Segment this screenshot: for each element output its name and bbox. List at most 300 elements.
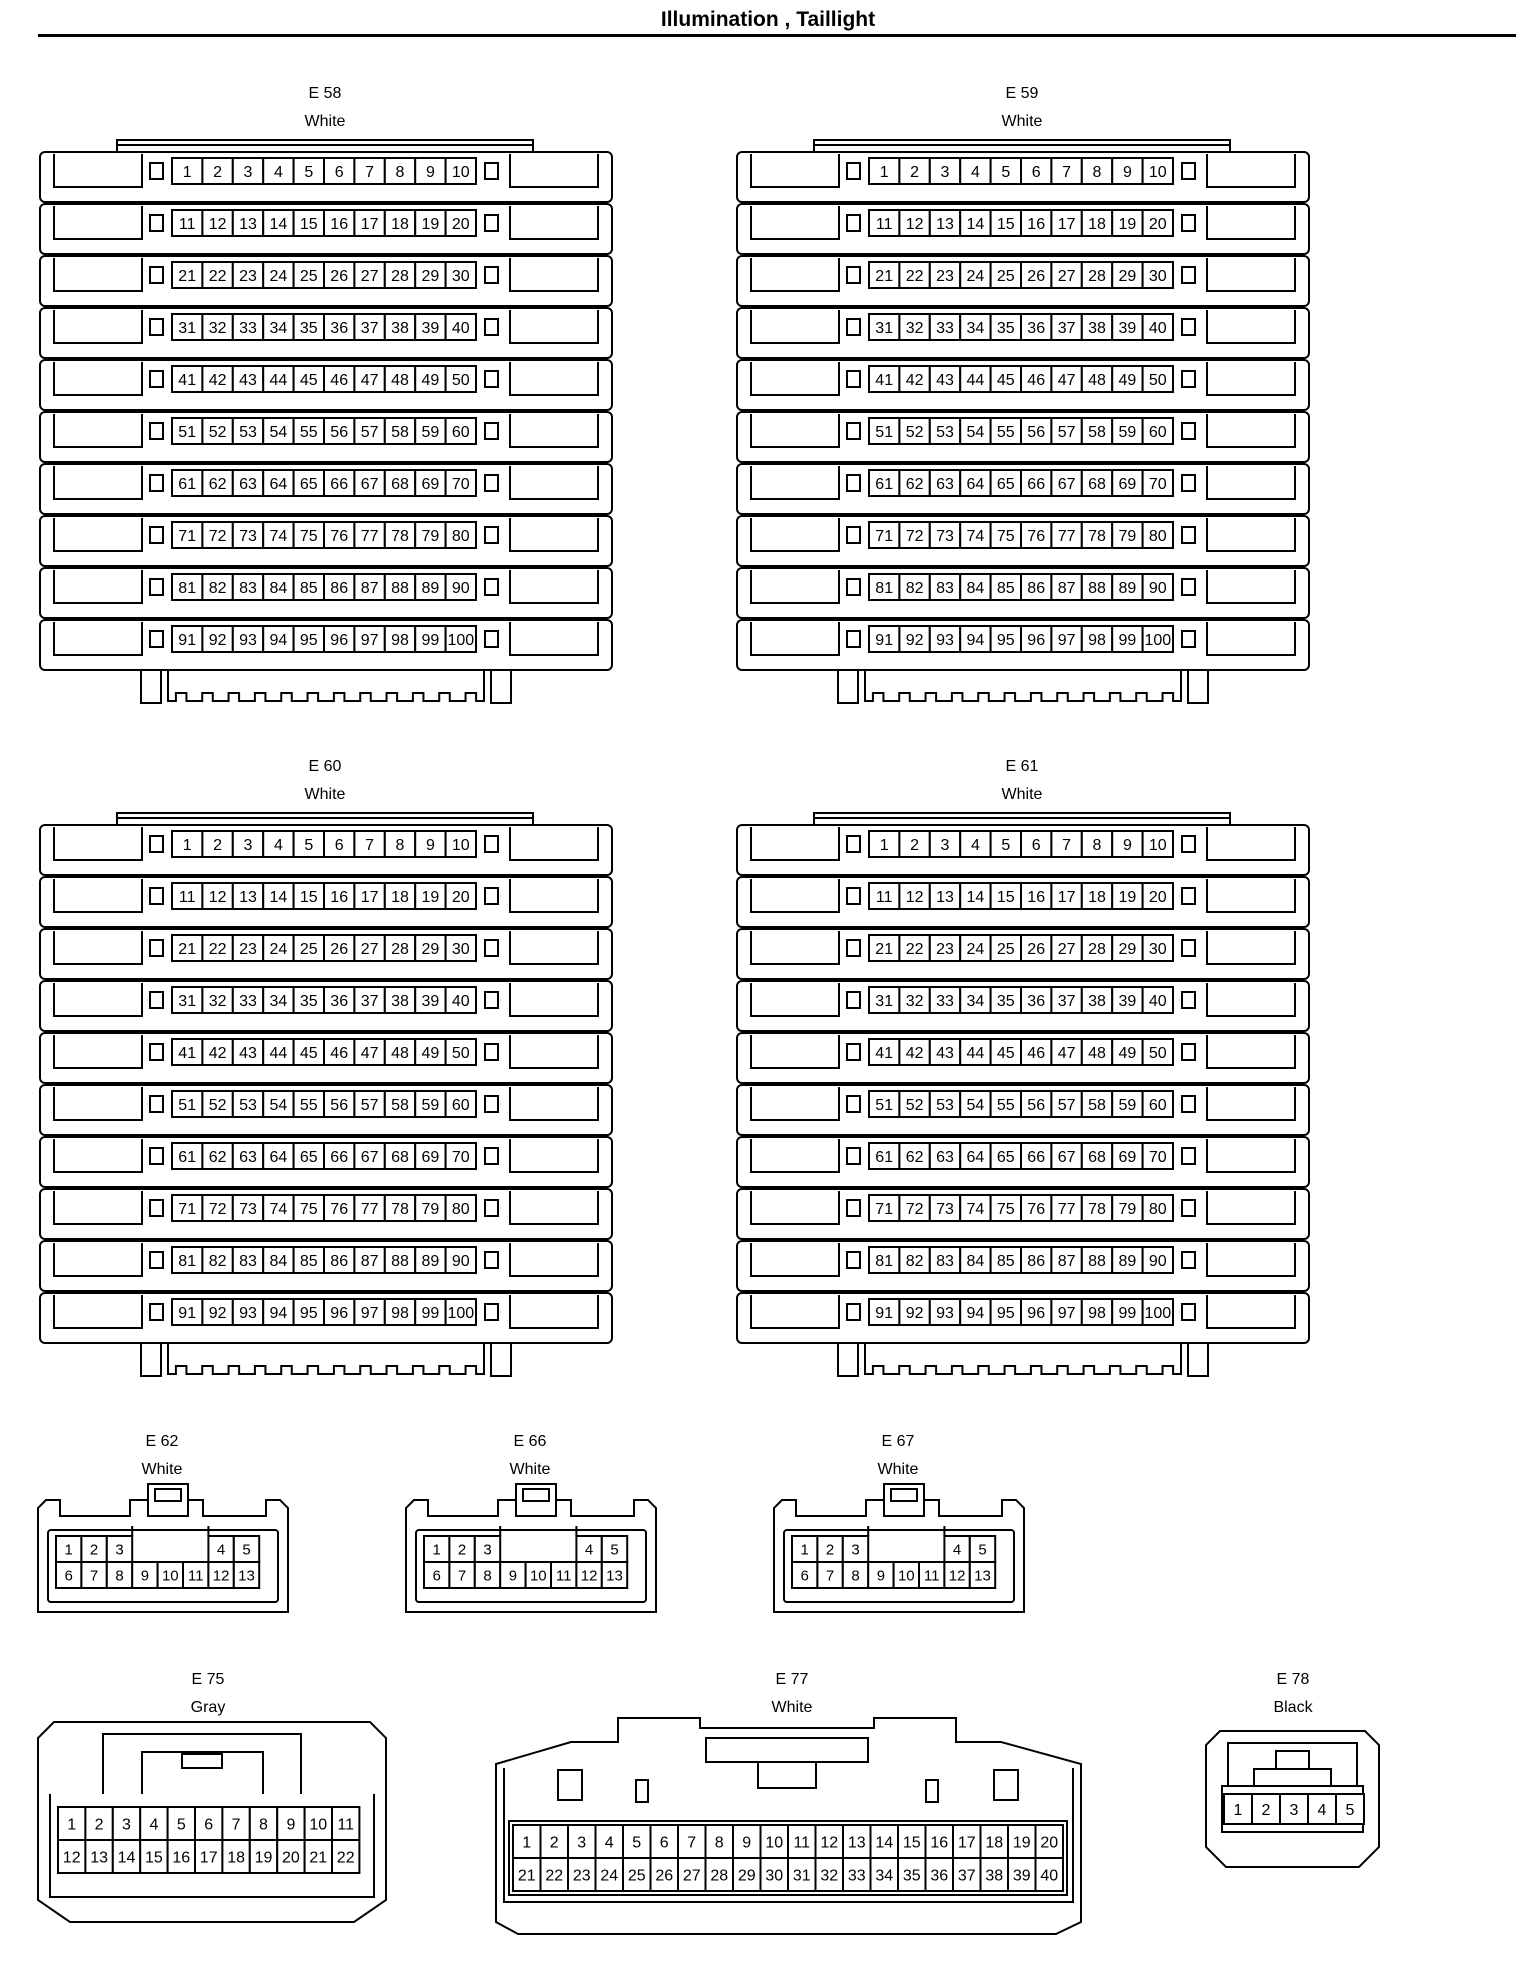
pin-number: 44	[269, 1044, 288, 1062]
row-lock-right	[485, 371, 498, 387]
connector-e59	[737, 140, 1309, 703]
pin-number: 18	[391, 215, 409, 233]
connector-color: White	[304, 786, 346, 803]
pin-number: 58	[391, 423, 409, 441]
left-foot	[838, 671, 858, 703]
pin-number: 14	[269, 215, 288, 233]
pin-number: 49	[421, 1044, 440, 1062]
row-lock-right	[1182, 475, 1195, 491]
pin-number: 61	[178, 475, 197, 493]
pin-number: 3	[577, 1834, 587, 1852]
pin-number: 68	[391, 1148, 409, 1166]
pin-number: 50	[1148, 1044, 1167, 1062]
pin-number: 12	[905, 215, 924, 233]
pin-number: 83	[239, 1252, 257, 1270]
pin-number: 91	[875, 631, 894, 649]
pin-number: 46	[330, 1044, 349, 1062]
pin-number: 24	[269, 267, 288, 285]
pin-number: 11	[555, 1567, 572, 1585]
pin-number: 76	[330, 527, 349, 545]
pin-number: 100	[447, 631, 475, 649]
bottom-comb	[865, 671, 1181, 701]
pin-number: 64	[966, 475, 985, 493]
row-left-rib	[751, 1243, 839, 1276]
pin-number: 32	[820, 1867, 839, 1885]
pin-number: 88	[391, 579, 409, 597]
row-right-rib	[510, 1191, 598, 1224]
pin-number: 4	[584, 1541, 594, 1559]
pin-number: 70	[451, 475, 470, 493]
pin-number: 100	[1144, 631, 1172, 649]
row-lock-right	[1182, 267, 1195, 283]
pin-number: 38	[1088, 992, 1106, 1010]
pin-number: 39	[1118, 319, 1137, 337]
connector-id: E 58	[308, 85, 342, 102]
pin-number: 40	[1148, 319, 1167, 337]
pin-number: 7	[457, 1567, 467, 1585]
pin-number: 33	[847, 1867, 866, 1885]
pin-number: 19	[254, 1849, 273, 1867]
pin-number: 78	[391, 527, 409, 545]
right-foot	[1188, 1344, 1208, 1376]
row-right-rib	[1207, 983, 1295, 1016]
row-right-rib	[1207, 362, 1295, 395]
pin-number: 97	[1057, 1304, 1076, 1322]
pin-number: 78	[1088, 527, 1106, 545]
pin-number: 17	[1057, 215, 1076, 233]
pin-number: 47	[1057, 1044, 1076, 1062]
connector-color: Gray	[190, 1699, 226, 1716]
center-latch	[706, 1738, 868, 1762]
pin-number: 98	[391, 1304, 409, 1322]
pin-number: 2	[549, 1834, 559, 1852]
pin-number: 27	[1057, 267, 1076, 285]
pin-number: 76	[1027, 527, 1046, 545]
row-right-rib	[510, 206, 598, 239]
pin-number: 1	[182, 836, 192, 854]
pin-number: 5	[978, 1541, 987, 1559]
pin-number: 74	[269, 527, 288, 545]
connector-id: E 78	[1276, 1671, 1310, 1688]
pin-number: 72	[905, 1200, 924, 1218]
pin-number: 40	[1040, 1867, 1059, 1885]
pin-number: 7	[687, 1834, 697, 1852]
pin-number: 13	[847, 1834, 866, 1852]
pin-number: 49	[421, 371, 440, 389]
pin-number: 9	[286, 1816, 296, 1834]
row-lock-right	[485, 423, 498, 439]
pin-number: 64	[269, 1148, 288, 1166]
row-right-rib	[510, 570, 598, 603]
pin-number: 80	[451, 1200, 470, 1218]
row-lock-left	[847, 1148, 860, 1164]
pin-number: 10	[897, 1567, 915, 1585]
row-right-rib	[1207, 414, 1295, 447]
pin-number: 13	[238, 1567, 255, 1585]
pin-number: 29	[1118, 940, 1137, 958]
pin-number: 11	[923, 1567, 940, 1585]
pin-number: 62	[905, 475, 924, 493]
connector-id: E 60	[308, 758, 342, 775]
right-foot	[491, 671, 511, 703]
pin-number: 90	[1148, 579, 1167, 597]
pin-number: 21	[517, 1867, 536, 1885]
connector-e61	[737, 813, 1309, 1376]
pin-number: 46	[1027, 371, 1046, 389]
row-right-rib	[1207, 1295, 1295, 1328]
pin-number: 89	[421, 1252, 440, 1270]
latch-lock	[758, 1762, 816, 1788]
pin-number: 57	[360, 1096, 379, 1114]
row-lock-left	[847, 579, 860, 595]
pin-number: 73	[239, 527, 257, 545]
pin-number: 8	[395, 836, 405, 854]
pin-number: 20	[1148, 888, 1167, 906]
pin-number: 84	[966, 579, 985, 597]
pin-number: 50	[1148, 371, 1167, 389]
row-left-rib	[751, 983, 839, 1016]
row-lock-right	[1182, 836, 1195, 852]
pin-number: 50	[451, 1044, 470, 1062]
pin-number: 21	[178, 940, 197, 958]
row-lock-right	[485, 1304, 498, 1320]
row-right-rib	[1207, 1191, 1295, 1224]
pin-number: 97	[360, 631, 379, 649]
pin-number: 45	[996, 1044, 1015, 1062]
row-lock-right	[485, 631, 498, 647]
pin-number: 24	[600, 1867, 619, 1885]
row-left-rib	[751, 570, 839, 603]
pin-number: 18	[1088, 215, 1106, 233]
row-left-rib	[751, 206, 839, 239]
pin-number: 52	[208, 423, 227, 441]
pin-number: 43	[936, 1044, 954, 1062]
pin-number: 1	[522, 1834, 532, 1852]
pin-number: 55	[299, 1096, 318, 1114]
pin-number: 62	[208, 1148, 227, 1166]
pin-number: 14	[966, 215, 985, 233]
pin-number: 35	[996, 319, 1015, 337]
pin-number: 13	[239, 215, 257, 233]
pin-number: 67	[1057, 475, 1076, 493]
row-lock-right	[1182, 423, 1195, 439]
pin-number: 2	[1261, 1801, 1271, 1819]
row-right-rib	[1207, 879, 1295, 912]
latch-bracket	[1254, 1769, 1331, 1786]
pin-number: 2	[457, 1541, 467, 1559]
pin-number: 6	[64, 1567, 73, 1585]
pin-number: 1	[1233, 1801, 1243, 1819]
pin-number: 7	[365, 836, 375, 854]
pin-number: 12	[580, 1567, 598, 1585]
pin-number: 15	[299, 888, 318, 906]
pin-number: 74	[966, 1200, 985, 1218]
row-lock-left	[150, 475, 163, 491]
pin-number: 14	[117, 1849, 136, 1867]
pin-number: 91	[875, 1304, 894, 1322]
row-right-rib	[510, 827, 598, 860]
row-lock-left	[150, 940, 163, 956]
pin-number: 99	[421, 1304, 440, 1322]
pin-number: 57	[360, 423, 379, 441]
pin-number: 73	[936, 527, 954, 545]
pin-number: 35	[299, 319, 318, 337]
pin-number: 1	[182, 163, 192, 181]
pin-number: 84	[966, 1252, 985, 1270]
row-right-rib	[510, 310, 598, 343]
row-left-rib	[751, 518, 839, 551]
pin-number: 9	[508, 1567, 518, 1585]
pin-number: 23	[239, 267, 257, 285]
pin-number: 7	[231, 1816, 241, 1834]
pin-number: 8	[1092, 163, 1102, 181]
pin-number: 71	[875, 1200, 894, 1218]
pin-number: 22	[336, 1849, 355, 1867]
pin-number: 2	[910, 163, 920, 181]
pin-number: 4	[952, 1541, 962, 1559]
pin-number: 56	[1027, 423, 1046, 441]
pin-number: 12	[948, 1567, 966, 1585]
pin-number: 48	[391, 371, 409, 389]
pin-number: 86	[330, 579, 349, 597]
row-lock-right	[485, 163, 498, 179]
pin-number: 28	[1088, 267, 1106, 285]
pin-number: 88	[1088, 579, 1106, 597]
pin-number: 37	[1057, 319, 1076, 337]
pin-number: 9	[140, 1567, 150, 1585]
pin-number: 74	[269, 1200, 288, 1218]
pin-number: 86	[330, 1252, 349, 1270]
pin-number: 84	[269, 579, 288, 597]
row-right-rib	[510, 931, 598, 964]
pin-number: 6	[1031, 836, 1041, 854]
connector-e78	[1206, 1731, 1379, 1867]
pin-number: 15	[299, 215, 318, 233]
pin-number: 25	[627, 1867, 646, 1885]
pin-number: 53	[936, 423, 954, 441]
pin-number: 13	[936, 215, 954, 233]
pin-number: 70	[1148, 1148, 1167, 1166]
pin-number: 98	[1088, 1304, 1106, 1322]
pin-number: 88	[391, 1252, 409, 1270]
pin-number: 17	[1057, 888, 1076, 906]
pin-number: 56	[330, 423, 349, 441]
pin-number: 2	[213, 163, 223, 181]
pin-number: 12	[820, 1834, 839, 1852]
pin-number: 94	[269, 631, 288, 649]
pin-number: 27	[1057, 940, 1076, 958]
pin-number: 5	[1345, 1801, 1355, 1819]
pin-number: 92	[905, 1304, 924, 1322]
row-left-rib	[54, 310, 142, 343]
pin-number: 52	[905, 423, 924, 441]
row-lock-left	[847, 371, 860, 387]
row-lock-left	[847, 423, 860, 439]
pin-number: 11	[875, 888, 893, 906]
pin-number: 95	[996, 631, 1015, 649]
pin-number: 3	[940, 836, 950, 854]
pin-number: 6	[1031, 163, 1041, 181]
pin-number: 32	[208, 992, 227, 1010]
pin-number: 19	[1012, 1834, 1031, 1852]
row-lock-right	[485, 1200, 498, 1216]
pin-number: 5	[242, 1541, 251, 1559]
pin-number: 59	[1118, 423, 1137, 441]
row-lock-right	[485, 1252, 498, 1268]
pin-number: 40	[451, 319, 470, 337]
row-right-rib	[1207, 1243, 1295, 1276]
connector-e58	[40, 140, 612, 703]
row-lock-right	[1182, 1252, 1195, 1268]
row-left-rib	[54, 414, 142, 447]
pin-number: 26	[330, 940, 349, 958]
row-left-rib	[751, 1087, 839, 1120]
bottom-comb	[168, 1344, 484, 1374]
pin-number: 69	[1118, 1148, 1137, 1166]
pin-number: 61	[875, 1148, 894, 1166]
pin-number: 83	[239, 579, 257, 597]
pin-number: 100	[1144, 1304, 1172, 1322]
row-left-rib	[54, 466, 142, 499]
pin-number: 29	[1118, 267, 1137, 285]
pin-number: 7	[89, 1567, 99, 1585]
row-lock-right	[485, 992, 498, 1008]
connector-color: White	[304, 113, 346, 130]
pin-number: 26	[1027, 940, 1046, 958]
pin-number: 4	[149, 1816, 159, 1834]
pin-number: 16	[1027, 888, 1046, 906]
pin-number: 46	[330, 371, 349, 389]
pin-number: 10	[309, 1816, 328, 1834]
pin-number: 47	[360, 371, 379, 389]
pin-number: 25	[299, 267, 318, 285]
pin-number: 29	[421, 940, 440, 958]
pin-number: 24	[966, 940, 985, 958]
pin-number: 33	[936, 319, 954, 337]
bottom-comb	[168, 671, 484, 701]
pin-number: 35	[902, 1867, 921, 1885]
pin-number: 69	[421, 1148, 440, 1166]
row-right-rib	[510, 1295, 598, 1328]
pin-number: 52	[208, 1096, 227, 1114]
pin-number: 44	[269, 371, 288, 389]
pin-number: 41	[875, 371, 894, 389]
pin-number: 77	[1057, 1200, 1076, 1218]
pin-number: 75	[996, 1200, 1015, 1218]
pin-number: 3	[851, 1541, 860, 1559]
pin-number: 60	[1148, 423, 1167, 441]
pin-number: 78	[1088, 1200, 1106, 1218]
row-right-rib	[1207, 622, 1295, 655]
row-left-rib	[54, 1139, 142, 1172]
pin-number: 40	[451, 992, 470, 1010]
row-left-rib	[751, 827, 839, 860]
pin-number: 51	[178, 1096, 197, 1114]
row-lock-right	[485, 836, 498, 852]
row-lock-right	[1182, 992, 1195, 1008]
row-lock-left	[847, 1304, 860, 1320]
pin-number: 13	[239, 888, 257, 906]
pin-number: 5	[1001, 163, 1011, 181]
connector-e75	[38, 1722, 386, 1922]
pin-number: 68	[1088, 475, 1106, 493]
row-right-rib	[1207, 466, 1295, 499]
row-lock-right	[485, 267, 498, 283]
row-left-rib	[751, 258, 839, 291]
row-right-rib	[1207, 154, 1295, 187]
pin-number: 81	[875, 1252, 894, 1270]
pin-number: 2	[89, 1541, 99, 1559]
pin-number: 64	[269, 475, 288, 493]
pin-number: 12	[208, 888, 227, 906]
pin-number: 15	[996, 888, 1015, 906]
pin-number: 36	[330, 319, 349, 337]
row-lock-left	[150, 631, 163, 647]
pin-number: 22	[905, 267, 924, 285]
row-lock-left	[150, 1044, 163, 1060]
row-left-rib	[751, 154, 839, 187]
row-right-rib	[510, 258, 598, 291]
pin-number: 41	[875, 1044, 894, 1062]
pin-number: 8	[851, 1567, 860, 1585]
pin-number: 15	[996, 215, 1015, 233]
pin-number: 30	[765, 1867, 784, 1885]
pin-number: 2	[825, 1541, 835, 1559]
pin-number: 75	[299, 527, 318, 545]
row-right-rib	[510, 983, 598, 1016]
pin-number: 91	[178, 1304, 197, 1322]
pin-number: 14	[875, 1834, 894, 1852]
row-lock-left	[847, 1044, 860, 1060]
row-lock-left	[150, 371, 163, 387]
row-left-rib	[751, 1139, 839, 1172]
pin-number: 9	[876, 1567, 886, 1585]
pin-number: 20	[1148, 215, 1167, 233]
row-lock-left	[847, 1252, 860, 1268]
row-lock-right	[485, 319, 498, 335]
pin-number: 23	[936, 267, 954, 285]
pin-number: 6	[334, 163, 344, 181]
row-lock-left	[150, 319, 163, 335]
pin-number: 50	[451, 371, 470, 389]
pin-number: 1	[800, 1541, 809, 1559]
row-left-rib	[751, 466, 839, 499]
pin-number: 61	[875, 475, 894, 493]
pin-number: 68	[1088, 1148, 1106, 1166]
pin-number: 19	[421, 888, 440, 906]
row-left-rib	[751, 414, 839, 447]
pin-number: 4	[216, 1541, 226, 1559]
latch-window	[891, 1489, 917, 1501]
row-lock-right	[485, 475, 498, 491]
connector-e67	[774, 1484, 1024, 1612]
pin-number: 10	[529, 1567, 547, 1585]
pin-number: 12	[212, 1567, 230, 1585]
pin-number: 87	[360, 579, 379, 597]
row-left-rib	[54, 362, 142, 395]
pin-number: 15	[145, 1849, 163, 1867]
row-left-rib	[54, 258, 142, 291]
pin-number: 33	[239, 319, 257, 337]
latch-window	[1276, 1751, 1309, 1769]
pin-number: 70	[1148, 475, 1167, 493]
pin-number: 63	[936, 1148, 954, 1166]
row-lock-left	[847, 527, 860, 543]
pin-number: 39	[1012, 1867, 1031, 1885]
pin-number: 16	[330, 215, 349, 233]
pin-number: 83	[936, 579, 954, 597]
pin-number: 100	[447, 1304, 475, 1322]
